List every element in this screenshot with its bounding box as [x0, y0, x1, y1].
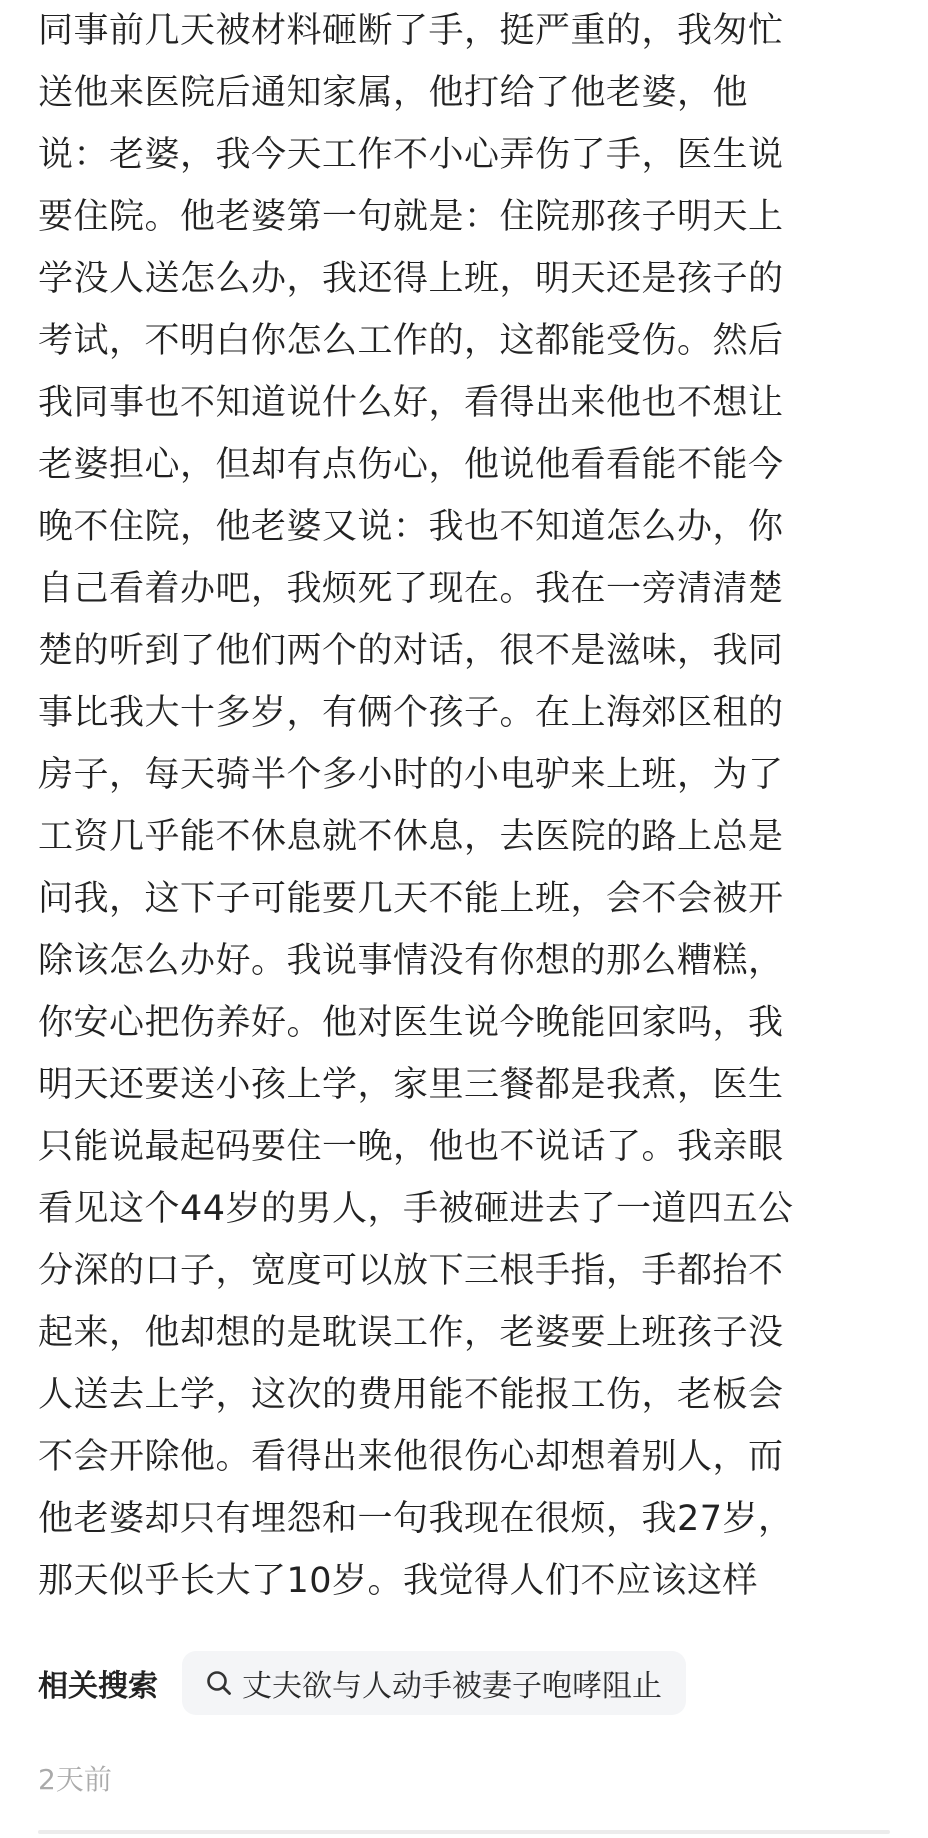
post-text-line: 事比我大十多岁，有俩个孩子。在上海郊区租的 — [38, 693, 784, 733]
post-text-line: 同事前几天被材料砸断了手，挺严重的，我匆忙 — [38, 11, 784, 51]
related-search-query: 丈夫欲与人动手被妻子咆哮阻止 — [242, 1669, 662, 1704]
post-text-line: 房子，每天骑半个多小时的小电驴来上班，为了 — [38, 755, 784, 795]
related-search-chip[interactable] — [182, 1651, 686, 1715]
post-timestamp: 2天前 — [38, 1763, 112, 1796]
post-text-line: 学没人送怎么办，我还得上班，明天还是孩子的 — [38, 259, 784, 299]
post-text-line: 楚的听到了他们两个的对话，很不是滋味，我同 — [38, 631, 784, 671]
related-search-row — [38, 1650, 686, 1716]
post-text-line: 自己看着办吧，我烦死了现在。我在一旁清清楚 — [38, 569, 784, 609]
post-body — [38, 0, 898, 1612]
post-text-line: 起来，他却想的是耽误工作，老婆要上班孩子没 — [38, 1313, 784, 1353]
post-text-line: 分深的口子，宽度可以放下三根手指，手都抬不 — [38, 1251, 784, 1291]
divider — [38, 1830, 890, 1834]
post-text-line: 我同事也不知道说什么好，看得出来他也不想让 — [38, 383, 784, 423]
post-text-line: 他老婆却只有埋怨和一句我现在很烦，我27岁， — [38, 1499, 794, 1539]
post-text-line: 说：老婆，我今天工作不小心弄伤了手，医生说 — [38, 135, 784, 175]
post-text-line: 只能说最起码要住一晚，他也不说话了。我亲眼 — [38, 1127, 784, 1167]
post-text-line: 要住院。他老婆第一句就是：住院那孩子明天上 — [38, 197, 784, 237]
search-icon — [204, 1668, 234, 1698]
post-text-line: 明天还要送小孩上学，家里三餐都是我煮，医生 — [38, 1065, 784, 1105]
post-text-line: 考试，不明白你怎么工作的，这都能受伤。然后 — [38, 321, 784, 361]
post-text-line: 那天似乎长大了10岁。我觉得人们不应该这样 — [38, 1561, 759, 1601]
post-text-line: 不会开除他。看得出来他很伤心却想着别人，而 — [38, 1437, 784, 1477]
post-text-line: 看见这个44岁的男人，手被砸进去了一道四五公 — [38, 1189, 794, 1229]
related-search-label: 相关搜索 — [38, 1669, 158, 1704]
post-text-line: 老婆担心，但却有点伤心，他说他看看能不能今 — [38, 445, 784, 485]
post-text-line: 除该怎么办好。我说事情没有你想的那么糟糕， — [38, 941, 784, 981]
post-text-line: 人送去上学，这次的费用能不能报工伤，老板会 — [38, 1375, 784, 1415]
post-text-line: 晚不住院，他老婆又说：我也不知道怎么办，你 — [38, 507, 784, 547]
post-text-line: 工资几乎能不休息就不休息，去医院的路上总是 — [38, 817, 784, 857]
post-text-line: 问我，这下子可能要几天不能上班，会不会被开 — [38, 879, 784, 919]
post-text-line: 送他来医院后通知家属，他打给了他老婆，他 — [38, 73, 749, 113]
post-text-line: 你安心把伤养好。他对医生说今晚能回家吗，我 — [38, 1003, 784, 1043]
